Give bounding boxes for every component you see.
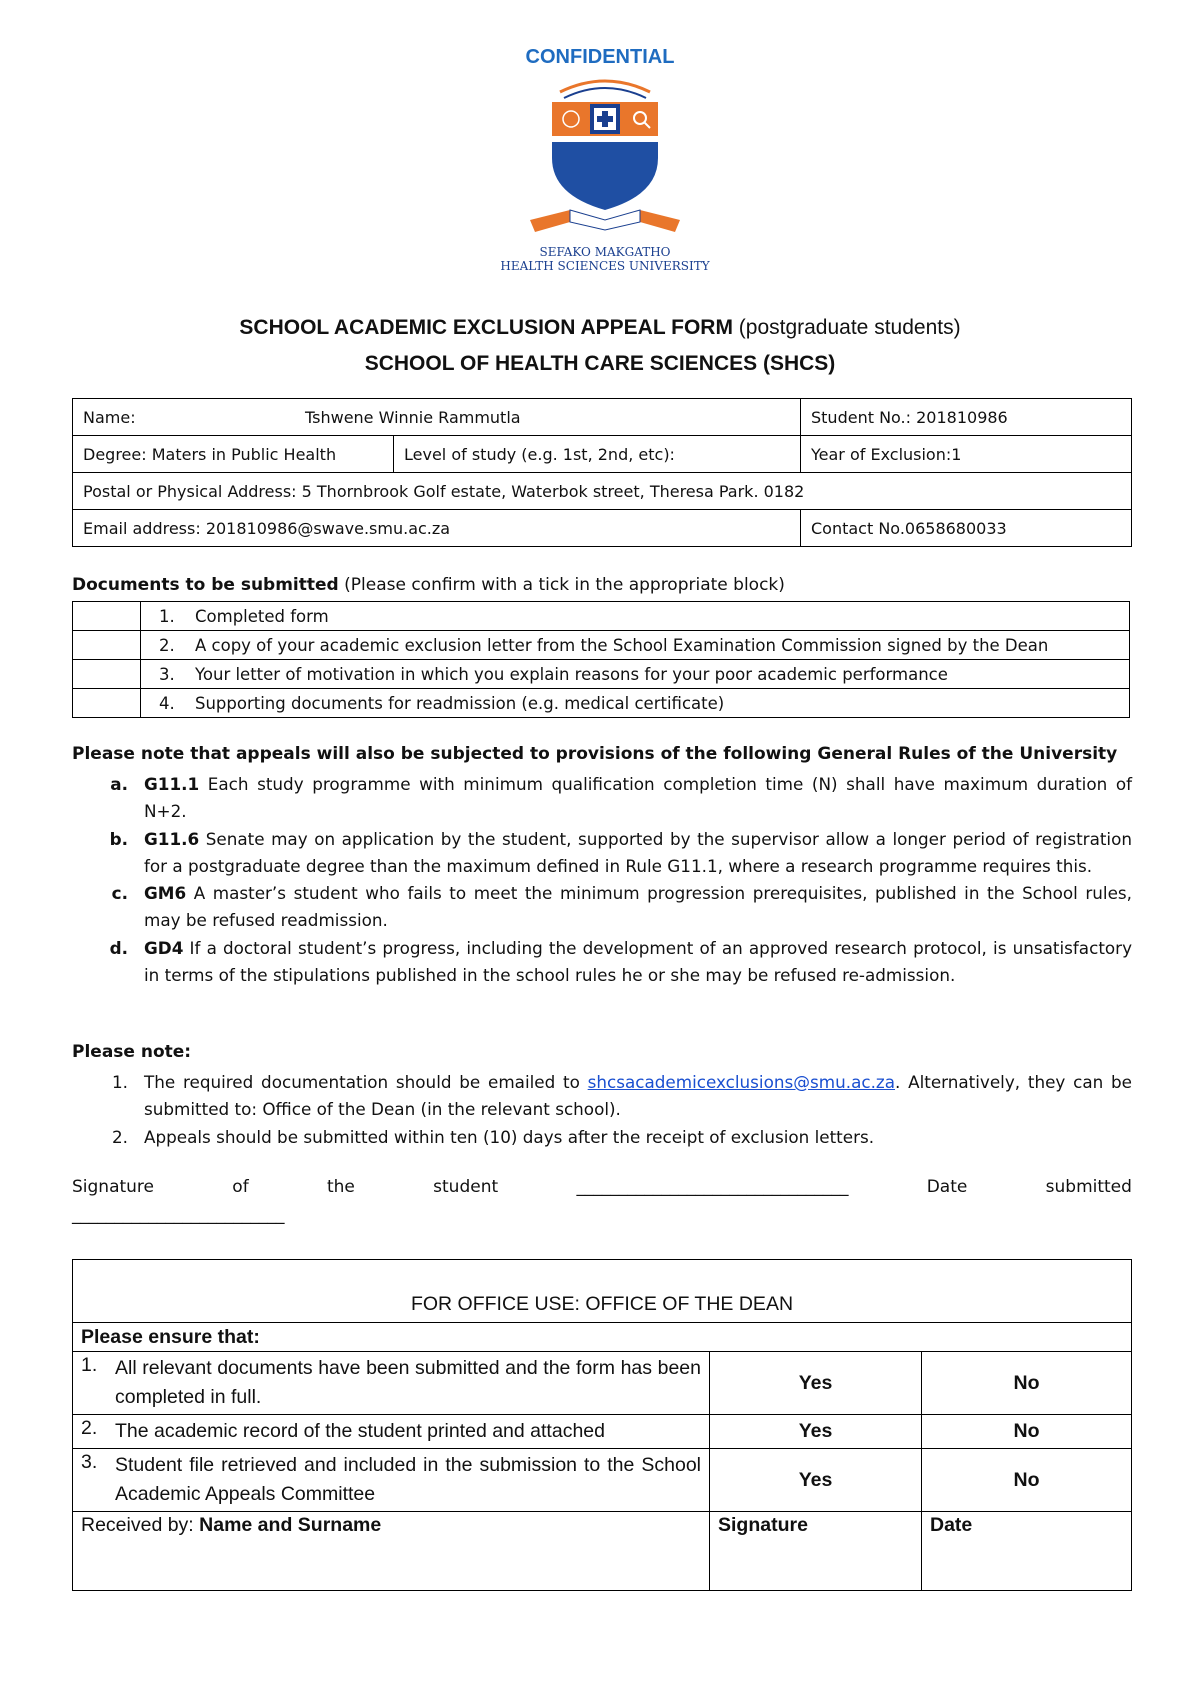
sig-word: Signature (72, 1177, 155, 1197)
rule-text: A master’s student who fails to meet the minimum progression prerequisites, published in the School rules, may be refused readmission. (144, 883, 1132, 931)
office-item (73, 1415, 710, 1449)
rule-item (72, 935, 1132, 990)
received-label: Received by: (81, 1514, 200, 1536)
received-row (73, 1512, 1132, 1591)
contact-cell[interactable]: Contact No.0658680033 (801, 510, 1132, 547)
document-row (73, 689, 1130, 718)
document-item (141, 660, 1130, 689)
document-item (141, 689, 1130, 718)
rule-text: Each study programme with minimum qualification completion time (N) shall have maximum duration of N+2. (144, 774, 1132, 822)
received-signature-field[interactable]: Signature (710, 1512, 922, 1591)
university-name-line1: SEFAKO MAKGATHO (539, 245, 671, 259)
sig-word: Date (926, 1177, 968, 1197)
rule-code: GM6 (144, 883, 187, 904)
office-row (73, 1449, 1132, 1512)
note-text: . Alternatively, they can be submitted to: Office of the Dean (in the relevant school). (144, 1072, 1132, 1120)
note-num: 2. (111, 1126, 128, 1147)
office-title: FOR OFFICE USE: OFFICE OF THE DEAN (73, 1260, 1132, 1323)
no-option[interactable]: No (922, 1415, 1132, 1449)
note-heading: Please note: (72, 1042, 192, 1062)
rule-item (72, 880, 1132, 935)
sig-word: submitted (1045, 1177, 1132, 1197)
sig-word: of (232, 1177, 249, 1197)
rule-letter: b. (109, 828, 128, 849)
office-item-num: 1. (81, 1354, 98, 1376)
rules-heading: Please note that appeals will also be subjected to provisions of the following General Rules of the University (72, 744, 1118, 764)
received-by-field[interactable] (73, 1512, 710, 1591)
yes-option[interactable]: Yes (710, 1449, 922, 1512)
year-cell[interactable]: Year of Exclusion:1 (801, 436, 1132, 473)
document-num: 1. (159, 606, 175, 626)
note-text: The required documentation should be emailed to (144, 1072, 588, 1092)
rule-letter: a. (110, 774, 128, 794)
notes-list (72, 1069, 1132, 1151)
rule-letter: d. (109, 937, 128, 958)
rule-code: G11.6 (144, 828, 200, 849)
name-cell[interactable] (73, 399, 801, 436)
rule-letter: c. (111, 883, 128, 904)
document-num: 2. (159, 635, 175, 655)
document-row (73, 660, 1130, 689)
document-text: A copy of your academic exclusion letter from the School Examination Commission signed by the Dean (195, 635, 1049, 655)
rules-list (72, 771, 1132, 989)
email-cell[interactable]: Email address: 201810986@swave.smu.ac.za (73, 510, 801, 547)
rule-text: Senate may on application by the student, supported by the supervisor allow a longer period of registration for a postgraduate degree than the maximum defined in Rule G11.1, where a research programme requires this. (144, 828, 1132, 876)
note-num: 1. (111, 1072, 128, 1092)
yes-option[interactable]: Yes (710, 1352, 922, 1415)
office-item (73, 1352, 710, 1415)
document-item (141, 602, 1130, 631)
ensure-heading: Please ensure that: (73, 1323, 1132, 1352)
form-title-normal: (postgraduate students) (732, 316, 961, 339)
form-title (0, 316, 1200, 340)
sig-word: the (326, 1177, 355, 1197)
office-use-table (72, 1259, 1132, 1591)
form-title-bold: SCHOOL ACADEMIC EXCLUSION APPEAL FORM (239, 316, 733, 339)
note-text: Appeals should be submitted within ten (10) days after the receipt of exclusion letters. (144, 1126, 875, 1147)
sig-word: student (433, 1177, 499, 1197)
rule-item (72, 771, 1132, 826)
document-row (73, 602, 1130, 631)
document-text: Completed form (195, 606, 329, 626)
no-option[interactable]: No (922, 1352, 1132, 1415)
documents-heading-normal: (Please confirm with a tick in the appropriate block) (338, 575, 785, 595)
signature-line (72, 1177, 1132, 1197)
student-details-table (72, 398, 1132, 547)
documents-heading (72, 575, 785, 595)
note-item (72, 1124, 1132, 1151)
office-item-num: 2. (81, 1417, 98, 1439)
confidential-label: CONFIDENTIAL (525, 46, 675, 68)
document-item (141, 631, 1130, 660)
documents-table (72, 601, 1130, 718)
rule-code: G11.1 (144, 774, 200, 794)
tick-box[interactable] (73, 660, 141, 689)
office-item-text: All relevant documents have been submitted and the form has been completed in full. (115, 1357, 701, 1408)
rule-item (72, 826, 1132, 881)
student-signature-field[interactable]: ________________________________ (576, 1177, 849, 1197)
received-date-field[interactable]: Date (922, 1512, 1132, 1591)
appeals-email-link[interactable]: shcsacademicexclusions@smu.ac.za (587, 1072, 896, 1092)
tick-box[interactable] (73, 602, 141, 631)
tick-box[interactable] (73, 689, 141, 718)
document-num: 3. (159, 664, 175, 684)
note-item (72, 1069, 1132, 1124)
rule-code: GD4 (144, 937, 184, 958)
level-cell[interactable]: Level of study (e.g. 1st, 2nd, etc): (394, 436, 801, 473)
document-row (73, 631, 1130, 660)
date-submitted-field[interactable]: _________________________ (72, 1205, 285, 1225)
document-text: Your letter of motivation in which you explain reasons for your poor academic performance (195, 664, 948, 684)
university-name-line2: HEALTH SCIENCES UNIVERSITY (500, 259, 710, 270)
office-row (73, 1352, 1132, 1415)
no-option[interactable]: No (922, 1449, 1132, 1512)
document-num: 4. (159, 693, 175, 713)
document-text: Supporting documents for readmission (e.g. medical certificate) (195, 693, 725, 713)
tick-box[interactable] (73, 631, 141, 660)
office-item-text: The academic record of the student printed and attached (115, 1420, 605, 1442)
documents-heading-bold: Documents to be submitted (72, 575, 339, 595)
address-cell[interactable]: Postal or Physical Address: 5 Thornbrook Golf estate, Waterbok street, Theresa Park. 0182 (73, 473, 1132, 510)
school-title: SCHOOL OF HEALTH CARE SCIENCES (SHCS) (364, 352, 836, 375)
name-label: Name: (83, 407, 136, 427)
student-no-cell[interactable]: Student No.: 201810986 (801, 399, 1132, 436)
name-value: Tshwene Winnie Rammutla (305, 407, 521, 427)
rule-text: If a doctoral student’s progress, including the development of an approved research protocol, is unsatisfactory in terms of the stipulations published in the school rules he or she may be refused re-admission. (144, 937, 1132, 986)
yes-option[interactable]: Yes (710, 1415, 922, 1449)
office-row (73, 1415, 1132, 1449)
office-item-num: 3. (81, 1451, 98, 1473)
office-item-text: Student file retrieved and included in the submission to the School Academic Appeals Committee (115, 1454, 701, 1505)
office-item (73, 1449, 710, 1512)
degree-cell[interactable]: Degree: Maters in Public Health (73, 436, 394, 473)
received-name-label: Name and Surname (199, 1514, 382, 1536)
university-logo (460, 70, 750, 270)
